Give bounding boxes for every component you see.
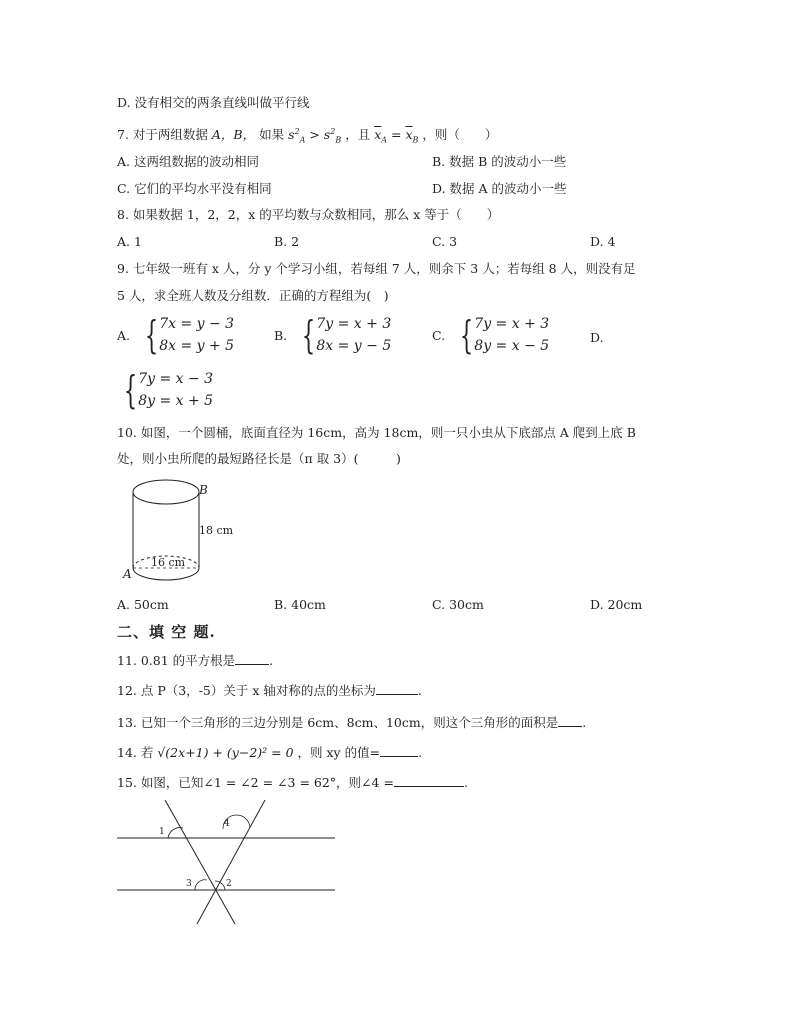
q9-a-eq1: 7x = y − 3 bbox=[159, 316, 235, 332]
q9-stem-line1: 9. 七年级一班有 x 人，分 y 个学习小组，若每组 7 人，则余下 3 人；若每组 8 人，则没有足 bbox=[117, 261, 636, 276]
q9-c-eq1: 7y = x + 3 bbox=[474, 316, 550, 332]
q7-option-a: A. 这两组数据的波动相同 bbox=[117, 154, 259, 169]
q11-text: 11. 0.81 的平方根是 bbox=[117, 653, 236, 668]
q7-option-c: C. 它们的平均水平没有相同 bbox=[117, 181, 272, 196]
q7-option-b: B. 数据 B 的波动小一些 bbox=[432, 154, 567, 169]
q7-stem-suffix: ，则（ ） bbox=[422, 127, 498, 143]
angle-label-4: 4 bbox=[224, 819, 230, 829]
parallel-lines-figure bbox=[115, 798, 340, 928]
q9-d-eq2: 8y = x + 5 bbox=[138, 393, 214, 409]
q7-stem-and: ，且 bbox=[345, 127, 371, 143]
q8-option-c: C. 3 bbox=[432, 234, 458, 249]
section-heading-fill-blank: 二、填 空 题. bbox=[117, 623, 216, 641]
q13-tail: . bbox=[582, 715, 587, 730]
q10-option-d: D. 20cm bbox=[590, 597, 643, 612]
q8-option-d: D. 4 bbox=[590, 234, 616, 249]
q11-answer-blank[interactable] bbox=[235, 652, 269, 665]
q9-option-b-label: B. bbox=[274, 327, 288, 343]
q14-answer-blank[interactable] bbox=[380, 744, 418, 757]
q12-answer-blank[interactable] bbox=[376, 682, 418, 695]
q10-stem-line2: 处，则小虫所爬的最短路径长是（π 取 3）( ) bbox=[117, 451, 401, 466]
q8-stem: 8. 如果数据 1，2，2，x 的平均数与众数相同，那么 x 等于（ ） bbox=[117, 207, 500, 222]
q15-stem bbox=[117, 774, 468, 791]
q11-stem bbox=[117, 652, 273, 669]
q9-stem-line2: 5 人，求全班人数及分组数．正确的方程组为( ) bbox=[117, 288, 389, 303]
brace-icon: { bbox=[459, 313, 474, 357]
cylinder-label-b: B bbox=[199, 483, 208, 497]
brace-icon: { bbox=[144, 313, 159, 357]
q12-stem bbox=[117, 682, 422, 699]
q9-option-c bbox=[432, 313, 549, 357]
q14-stem bbox=[117, 744, 422, 761]
q12-text: 12. 点 P（3，-5）关于 x 轴对称的点的坐标为 bbox=[117, 683, 376, 698]
cylinder-label-a: A bbox=[123, 567, 132, 581]
q9-d-eq1: 7y = x − 3 bbox=[138, 371, 214, 387]
q10-option-b: B. 40cm bbox=[274, 597, 326, 612]
q7-stem-mid: 如果 bbox=[259, 127, 285, 143]
q15-tail: . bbox=[463, 775, 468, 790]
q13-answer-blank[interactable] bbox=[558, 714, 582, 727]
q7-stem-vars: A，B， bbox=[211, 127, 256, 143]
q7-stem-prefix: 7. 对于两组数据 bbox=[117, 127, 208, 143]
q8-option-a: A. 1 bbox=[117, 234, 142, 249]
q9-b-eq2: 8x = y − 5 bbox=[316, 338, 392, 354]
q6-option-d: D. 没有相交的两条直线叫做平行线 bbox=[117, 95, 310, 110]
q13-stem bbox=[117, 714, 586, 731]
q7-option-d: D. 数据 A 的波动小一些 bbox=[432, 181, 567, 196]
q12-tail: . bbox=[417, 683, 422, 698]
q7-variance-condition: $s^2_A > s^2_B$ bbox=[288, 127, 342, 145]
cylinder-diameter-label: 16 cm bbox=[151, 556, 186, 569]
q9-a-eq2: 8x = y + 5 bbox=[159, 338, 235, 354]
q9-option-b bbox=[274, 313, 391, 357]
q10-stem-line1: 10. 如图，一个圆桶，底面直径为 16cm，高为 18cm，则一只小虫从下底部点 A 爬到上底 B bbox=[117, 425, 636, 440]
q9-b-eq1: 7y = x + 3 bbox=[316, 316, 392, 332]
q8-option-b: B. 2 bbox=[274, 234, 300, 249]
q10-option-a: A. 50cm bbox=[117, 597, 169, 612]
q11-tail: . bbox=[269, 653, 274, 668]
q15-text: 15. 如图，已知∠1 = ∠2 = ∠3 = 62°，则∠4 = bbox=[117, 775, 394, 790]
q14-expression: √(2x+1) + (y−2)² = 0 bbox=[157, 745, 294, 760]
angle-label-1: 1 bbox=[159, 827, 165, 837]
q7-stem bbox=[117, 124, 497, 149]
q9-c-eq2: 8y = x − 5 bbox=[474, 338, 550, 354]
q9-option-a bbox=[117, 313, 234, 357]
q10-option-c: C. 30cm bbox=[432, 597, 484, 612]
q15-answer-blank[interactable] bbox=[394, 774, 464, 787]
q9-option-a-label: A. bbox=[117, 327, 131, 343]
cylinder-figure bbox=[115, 474, 255, 586]
q7-mean-condition: $\overline{x}_A = \overline{x}_B$ bbox=[374, 127, 419, 145]
q9-option-d bbox=[113, 368, 213, 412]
cylinder-height-label: 18 cm bbox=[199, 524, 234, 537]
q9-option-d-label: D. bbox=[590, 330, 604, 345]
q9-option-c-label: C. bbox=[432, 327, 446, 343]
angle-label-2: 2 bbox=[226, 879, 232, 889]
q13-text: 13. 已知一个三角形的三边分别是 6cm、8cm、10cm，则这个三角形的面积是 bbox=[117, 715, 559, 730]
angle-label-3: 3 bbox=[186, 879, 192, 889]
brace-icon: { bbox=[302, 313, 316, 357]
q14-mid: ，则 xy 的值= bbox=[297, 745, 381, 760]
q14-tail: . bbox=[418, 745, 423, 760]
q14-prefix: 14. 若 bbox=[117, 745, 154, 760]
brace-icon: { bbox=[123, 368, 138, 412]
